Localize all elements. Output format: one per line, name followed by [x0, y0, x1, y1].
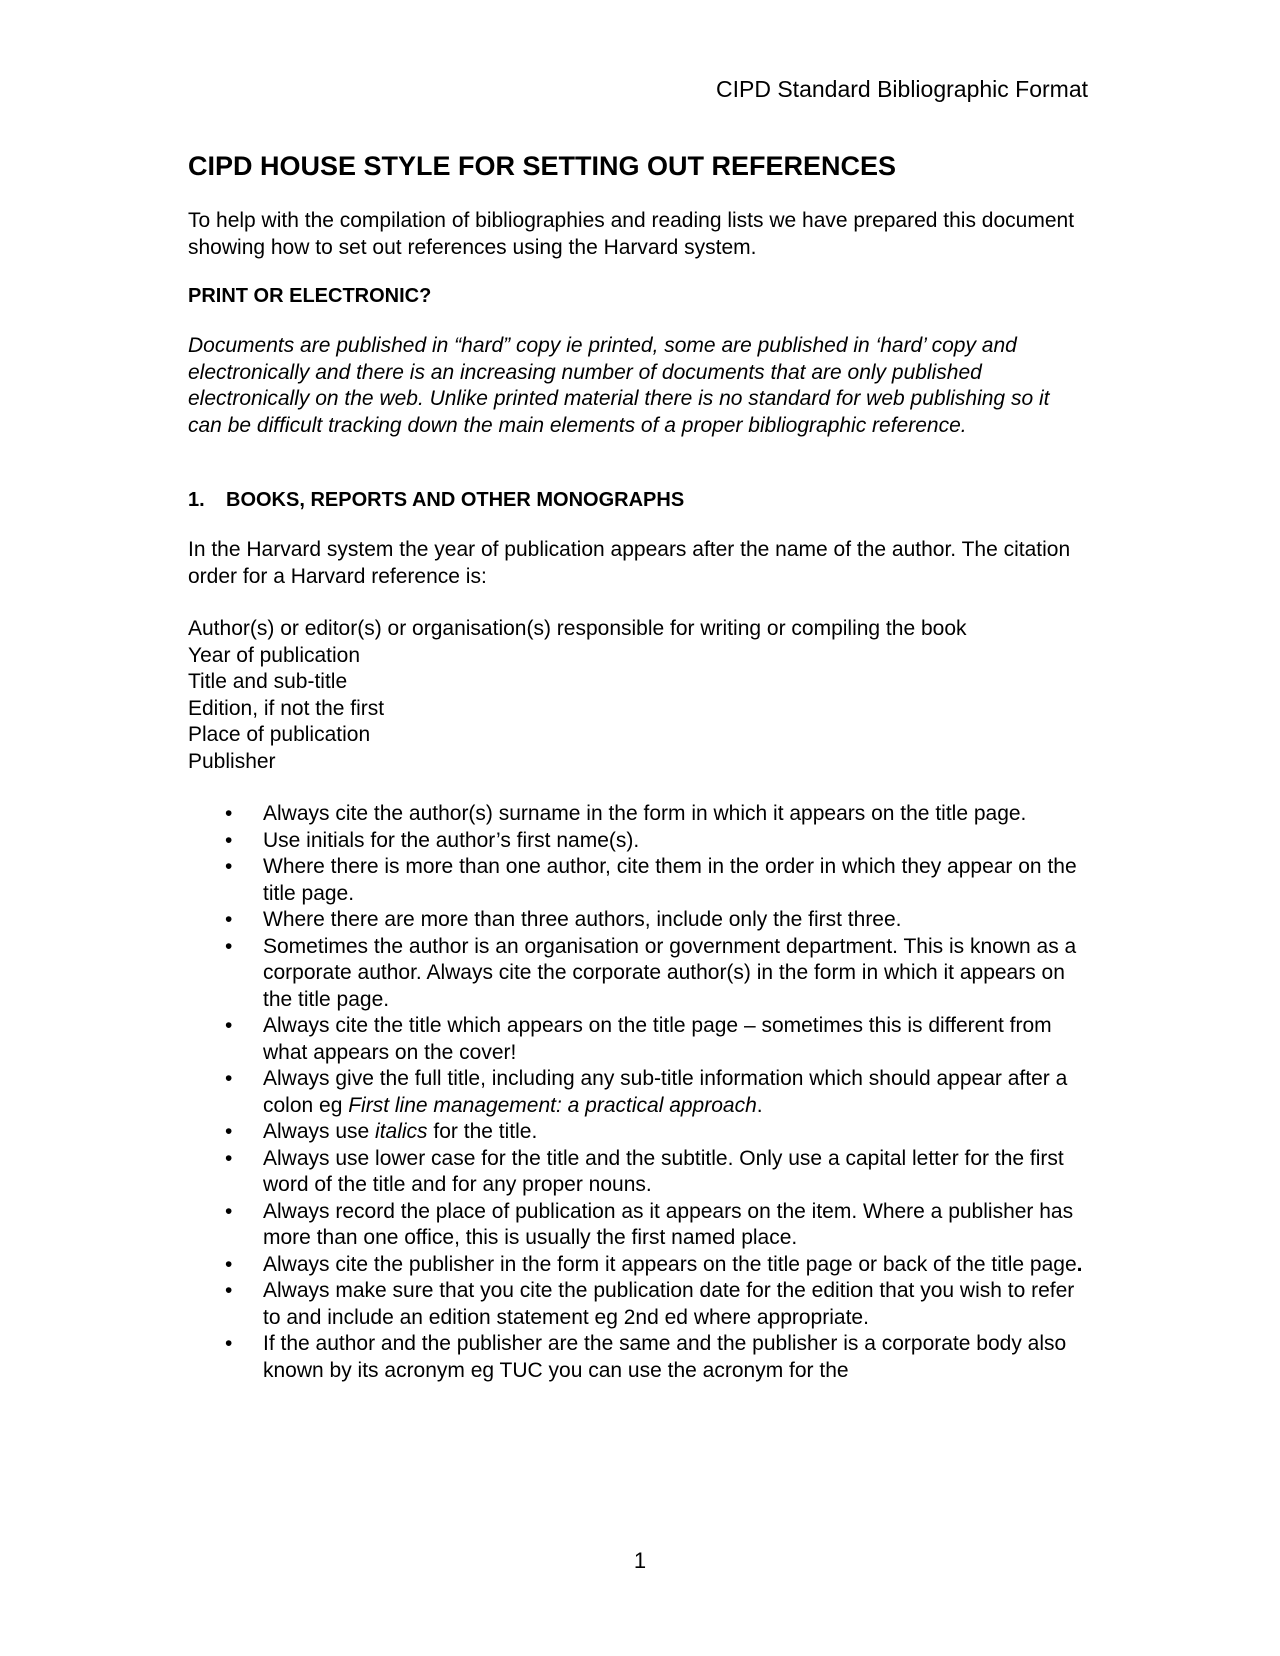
guideline-item — [188, 1119, 1088, 1146]
guideline-text: Use initials for the author’s first name(s). — [263, 828, 640, 852]
guideline-text: Always cite the author(s) surname in the form in which it appears on the title page. — [263, 802, 1027, 826]
guideline-item — [188, 1013, 1088, 1066]
bullet-icon: • — [225, 1120, 233, 1144]
bullet-icon: • — [225, 802, 233, 826]
page-number: 1 — [633, 1548, 647, 1573]
citation-order-item: Title and sub-title — [188, 670, 348, 694]
bullet-icon: • — [225, 1199, 233, 1223]
bullet-icon: • — [225, 934, 233, 958]
guideline-item — [188, 934, 1088, 1014]
guideline-text: Where there is more than one author, cite them in the order in which they appear on the title page. — [263, 855, 1077, 905]
guideline-item — [188, 1331, 1088, 1384]
running-header: CIPD Standard Bibliographic Format — [716, 76, 1088, 102]
bullet-icon: • — [225, 1252, 233, 1276]
guideline-text: Always cite the publisher in the form it appears on the title page or back of the title page — [263, 1252, 1077, 1276]
guideline-item — [188, 907, 1088, 934]
section-1-heading — [188, 487, 1088, 513]
guideline-item — [188, 1278, 1088, 1331]
guideline-text: Always record the place of publication as it appears on the item. Where a publisher has more than one office, this is usually the first named place. — [263, 1199, 1074, 1250]
guideline-item — [188, 828, 1088, 855]
bullet-icon: • — [225, 1146, 233, 1170]
guideline-item — [188, 854, 1088, 907]
italics-word: italics — [375, 1120, 428, 1144]
citation-order-item: Place of publication — [188, 723, 371, 747]
print-or-electronic-heading: PRINT OR ELECTRONIC? — [188, 285, 432, 308]
citation-order-item: Author(s) or editor(s) or organisation(s) responsible for writing or compiling the book — [188, 617, 967, 641]
bullet-icon: • — [225, 1279, 233, 1303]
bold-period: . — [1076, 1252, 1083, 1276]
guideline-text: Always give the full title, including any sub-title information which should appear after a colon eg — [263, 1067, 1068, 1117]
guideline-text: Sometimes the author is an organisation or government department. This is known as a corporate author. Always cite the corporate author(s) in the form in which it appears on the title page. — [263, 934, 1077, 1011]
bullet-icon: • — [225, 1014, 233, 1038]
bullet-icon: • — [225, 908, 233, 932]
guideline-item — [188, 801, 1088, 828]
section-1-intro: In the Harvard system the year of publication appears after the name of the author. The citation order for a Harvard reference is: — [188, 538, 1071, 588]
citation-order-item: Publisher — [188, 749, 276, 773]
document-body — [188, 150, 1088, 1384]
bullet-icon: • — [225, 855, 233, 879]
guideline-text: Always cite the title which appears on the title page – sometimes this is different from what appears on the cover! — [263, 1014, 1052, 1064]
guideline-item — [188, 1199, 1088, 1252]
guideline-text: Always make sure that you cite the publication date for the edition that you wish to refer to and include an edition statement eg 2nd ed where appropriate. — [263, 1279, 1075, 1329]
print-or-electronic-note: Documents are published in “hard” copy ie printed, some are published in ‘hard’ copy and electronically and there is an increasing number of documents that are only published electronically on the web. Unlike printed material there is no standard for web publishing so it can be difficult tracking down the main elements of a proper bibliographic reference. — [188, 334, 1050, 437]
guideline-text: Always use — [263, 1120, 376, 1144]
section-1-title: BOOKS, REPORTS AND OTHER MONOGRAPHS — [226, 489, 685, 512]
guideline-item — [188, 1146, 1088, 1199]
citation-order-list — [188, 616, 1088, 775]
citation-order-item: Edition, if not the first — [188, 696, 385, 720]
example-title-italic: First line management: a practical approach — [348, 1093, 757, 1117]
guideline-text: Always use lower case for the title and the subtitle. Only use a capital letter for the first word of the title and for any proper nouns. — [263, 1146, 1064, 1197]
citation-order-item: Year of publication — [188, 643, 361, 667]
guideline-bullet-list — [188, 801, 1088, 1384]
guideline-text: Where there are more than three authors, include only the first three. — [263, 908, 902, 932]
bullet-icon: • — [225, 1067, 233, 1091]
bullet-icon: • — [225, 828, 233, 852]
guideline-item — [188, 1252, 1088, 1279]
guideline-text: . — [756, 1093, 763, 1117]
bullet-icon: • — [225, 1332, 233, 1356]
guideline-item — [188, 1066, 1088, 1119]
document-title: CIPD HOUSE STYLE FOR SETTING OUT REFERENCES — [188, 151, 897, 181]
intro-paragraph: To help with the compilation of bibliographies and reading lists we have prepared this document showing how to set out references using the Harvard system. — [188, 209, 1075, 259]
guideline-text: If the author and the publisher are the same and the publisher is a corporate body also known by its acronym eg TUC you can use the acronym for the — [263, 1332, 1067, 1382]
section-1-number: 1. — [188, 489, 205, 512]
guideline-text: for the title. — [427, 1120, 538, 1144]
